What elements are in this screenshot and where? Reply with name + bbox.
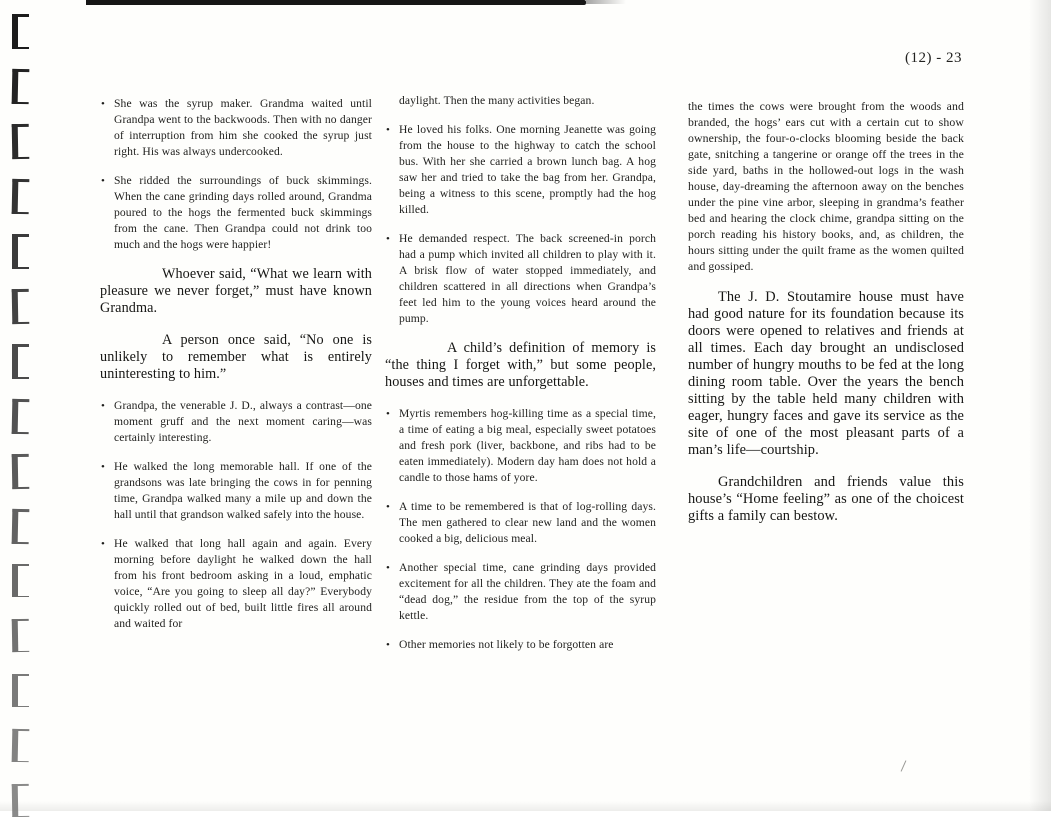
bullet-marker-icon: • bbox=[101, 461, 105, 473]
bullet-marker-icon: • bbox=[386, 124, 390, 136]
bullet-item bbox=[385, 406, 656, 486]
page-edge-shadow-right bbox=[1029, 0, 1051, 811]
bullet-text: A time to be remembered is that of log-rolling days. The men gathered to clear new land and the women cooked a big, delicious meal. bbox=[399, 500, 656, 545]
binding-clip-icon bbox=[12, 234, 29, 269]
bullet-item bbox=[385, 560, 656, 624]
body-paragraph: The J. D. Stoutamire house must have had good nature for its foundation because its doors were opened to relatives and friends at all times. Each day brought an undisclosed number of hungry mouths to be fed at the long dining room table. Over the years the bench sitting by the table held many children with eager, hungry faces and gave its service as the site of one of the most pleasant parts of a man’s life—courtship. bbox=[688, 289, 964, 458]
binding-clip-icon bbox=[12, 344, 29, 379]
bullet-text: Other memories not likely to be forgotten are bbox=[399, 638, 614, 651]
bullet-item bbox=[385, 231, 656, 327]
page-number: (12) - 23 bbox=[905, 50, 962, 66]
binding-clip-icon bbox=[12, 124, 30, 159]
bullet-text: Another special time, cane grinding days provided excitement for all the children. They ate the foam and “dead dog,” the residue from the top of the syrup kettle. bbox=[399, 561, 656, 622]
body-paragraph: Grandchildren and friends value this house’s “Home feeling” as one of the choicest gifts a family can bestow. bbox=[688, 474, 964, 524]
binding-clip-icon bbox=[12, 69, 30, 104]
scan-edge-strip-fade bbox=[586, 0, 626, 4]
column-2 bbox=[385, 93, 656, 666]
bullet-text: He demanded respect. The back screened-in porch had a pump which invited all children to play with it. A brisk flow of water stopped immediately, and children scattered in all directions when Grandpa’s feet led him to the young voices heard around the pump. bbox=[399, 232, 656, 325]
binding-clip-icon bbox=[12, 14, 29, 49]
bullet-text: He walked that long hall again and again. Every morning before daylight he walked down the hall from his front bedroom asking in a loud, emphatic voice, “Are you going to sleep all day?” Everybody quickly rolled out of bed, built little fires all around and waited for bbox=[114, 537, 372, 630]
bullet-item bbox=[100, 96, 372, 160]
column-3 bbox=[688, 98, 964, 540]
binding-clip-icon bbox=[12, 674, 29, 707]
bullet-marker-icon: • bbox=[101, 98, 105, 110]
stray-pen-mark bbox=[901, 760, 907, 771]
bullet-item bbox=[100, 536, 372, 632]
bullet-text: She ridded the surroundings of buck skimmings. When the cane grinding days rolled around, Grandma poured to the hogs the fermented buck skimmings from the cane. Then Grandpa could not drink too much and the hogs were happier! bbox=[114, 174, 372, 251]
bullet-marker-icon: • bbox=[101, 175, 105, 187]
bullet-marker-icon: • bbox=[386, 639, 390, 651]
binding-clip-icon bbox=[12, 619, 30, 652]
bullet-text: He walked the long memorable hall. If one of the grandsons was late bringing the cows in for penning time, Grandpa walked many a mile up and down the hall until that grandson walked safely into the house. bbox=[114, 460, 372, 521]
bullet-text: He loved his folks. One morning Jeanette was going from the house to the highway to catch the school bus. With her she carried a brown lunch bag. A hog saw her and tried to take the bag from her. Grandpa, being a witness to this scene, promptly had the hog killed. bbox=[399, 123, 656, 216]
page-edge-shadow-bottom bbox=[0, 801, 1051, 811]
binding-clip-icon bbox=[12, 179, 30, 214]
continued-text: the times the cows were brought from the woods and branded, the hogs’ ears cut with a certain cut to show ownership, the four-o-clocks blooming beside the back gate, snitching a tangerine or orange off the trees in the side yard, baths in the hollowed-out logs in the wash house, day-dreaming the afternoon away on the benches under the pine vine arbor, sleeping in grandma’s feather bed and hearing the clock chime, grandpa sitting on the porch reading his history books, and, as children, the hours sitting under the quilt frame as the women quilted and gossiped. bbox=[688, 99, 964, 273]
spiral-binding bbox=[0, 0, 60, 811]
bullet-item bbox=[100, 459, 372, 523]
bullet-item bbox=[100, 398, 372, 446]
bullet-marker-icon: • bbox=[101, 538, 105, 550]
binding-clip-icon bbox=[12, 564, 29, 597]
bullet-text: Grandpa, the venerable J. D., always a contrast—one moment gruff and the next moment caring—was certainly interesting. bbox=[114, 399, 372, 444]
scan-edge-strip bbox=[86, 0, 586, 5]
binding-clip-icon bbox=[12, 289, 30, 324]
bullet-item bbox=[385, 122, 656, 218]
bullet-item bbox=[385, 499, 656, 547]
bullet-marker-icon: • bbox=[386, 408, 390, 420]
bullet-item bbox=[385, 637, 656, 653]
continued-text: daylight. Then the many activities began. bbox=[399, 94, 595, 107]
bullet-marker-icon: • bbox=[386, 233, 390, 245]
binding-clip-icon bbox=[12, 509, 30, 544]
bullet-marker-icon: • bbox=[101, 400, 105, 412]
binding-clip-icon bbox=[12, 729, 30, 762]
body-paragraph: A child’s definition of memory is “the thing I forget with,” but some people, houses and times are unforgettable. bbox=[385, 340, 656, 390]
body-paragraph: Whoever said, “What we learn with pleasure we never forget,” must have known Grandma. bbox=[100, 266, 372, 316]
bullet-text: Myrtis remembers hog-killing time as a special time, a time of eating a big meal, especially sweet potatoes and fresh pork (liver, backbone, and ribs had to be eaten immediately). Modern day ham does not hold a candle to those hams of yore. bbox=[399, 407, 656, 484]
binding-clip-icon bbox=[12, 454, 30, 489]
bullet-marker-icon: • bbox=[386, 562, 390, 574]
binding-clip-icon bbox=[12, 399, 30, 434]
bullet-marker-icon: • bbox=[386, 501, 390, 513]
bullet-item bbox=[100, 173, 372, 253]
bullet-text: She was the syrup maker. Grandma waited until Grandpa went to the backwoods. Then with no danger of interruption from him she cooked the syrup just right. His was always undercooked. bbox=[114, 97, 372, 158]
body-paragraph: A person once said, “No one is unlikely to remember what is entirely uninteresting to him.” bbox=[100, 332, 372, 382]
column-1 bbox=[100, 96, 372, 645]
